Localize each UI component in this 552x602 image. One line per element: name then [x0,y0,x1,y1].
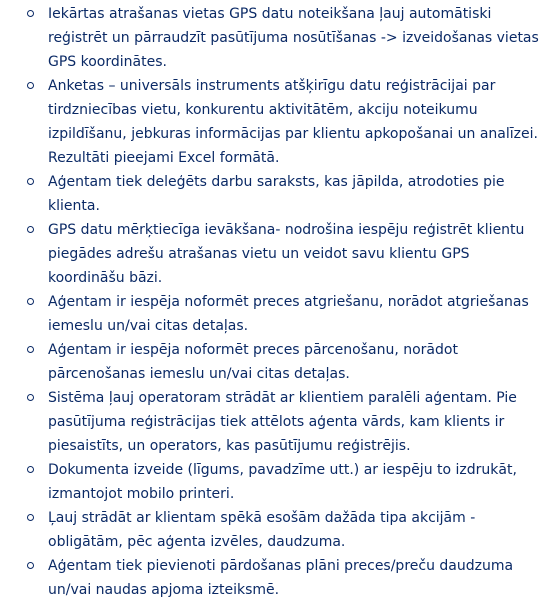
list-item-text: Ļauj strādāt ar klientam spēkā esošām dažāda tipa akcijām - obligātām, pēc aģenta izvēles, daudzuma. [48,510,476,550]
list-item [0,554,552,602]
list-item-text: Iekārtas atrašanas vietas GPS datu noteikšana ļauj automātiski reģistrēt un pārraudzīt pasūtījuma nosūtīšanas -> izveidošanas vietas GPS koordinātes. [48,6,539,70]
list-item [0,290,552,338]
list-item [0,2,552,74]
bullet-icon [27,82,34,89]
bullet-icon [27,226,34,233]
bullet-icon [27,466,34,473]
list-item-text: Sistēma ļauj operatoram strādāt ar klientiem paralēli aģentam. Pie pasūtījuma reģistrācijas tiek attēlots aģenta vārds, kam klients ir piesaistīts, un operators, kas pasūtījumu reģistrējis. [48,390,517,454]
bullet-icon [27,394,34,401]
list-item-text: Aģentam ir iespēja noformēt preces atgriešanu, norādot atgriešanas iemeslu un/vai citas detaļas. [48,294,529,334]
bullet-icon [27,562,34,569]
list-item [0,218,552,290]
list-item [0,338,552,386]
bullet-icon [27,298,34,305]
list-item [0,74,552,170]
feature-list [0,2,552,602]
list-item [0,170,552,218]
bullet-icon [27,178,34,185]
list-item-text: Aģentam ir iespēja noformēt preces pārcenošanu, norādot pārcenošanas iemeslu un/vai citas detaļas. [48,342,458,382]
list-item-text: Aģentam tiek pievienoti pārdošanas plāni preces/preču daudzuma un/vai naudas apjoma izteiksmē. [48,558,514,598]
list-item-text: GPS datu mērķtiecīga ievākšana- nodrošina iespēju reģistrēt klientu piegādes adrešu atrašanas vietu un veidot savu klientu GPS koordināšu bāzi. [48,222,525,286]
bullet-icon [27,514,34,521]
bullet-icon [27,10,34,17]
list-item-text: Aģentam tiek deleģēts darbu saraksts, kas jāpilda, atrodoties pie klienta. [48,174,505,214]
list-item [0,506,552,554]
bullet-icon [27,346,34,353]
list-item-text: Dokumenta izveide (līgums, pavadzīme utt.) ar iespēju to izdrukāt, izmantojot mobilo printeri. [48,462,517,502]
list-item [0,458,552,506]
list-item-text: Anketas – universāls instruments atšķirīgu datu reģistrācijai par tirdzniecības vietu, konkurentu aktivitātēm, akciju noteikumu izpildīšanu, jebkuras informācijas par klientu apkopošanai un analīzei. Rezultāti pieejami Excel formātā. [48,78,538,166]
list-item [0,386,552,458]
